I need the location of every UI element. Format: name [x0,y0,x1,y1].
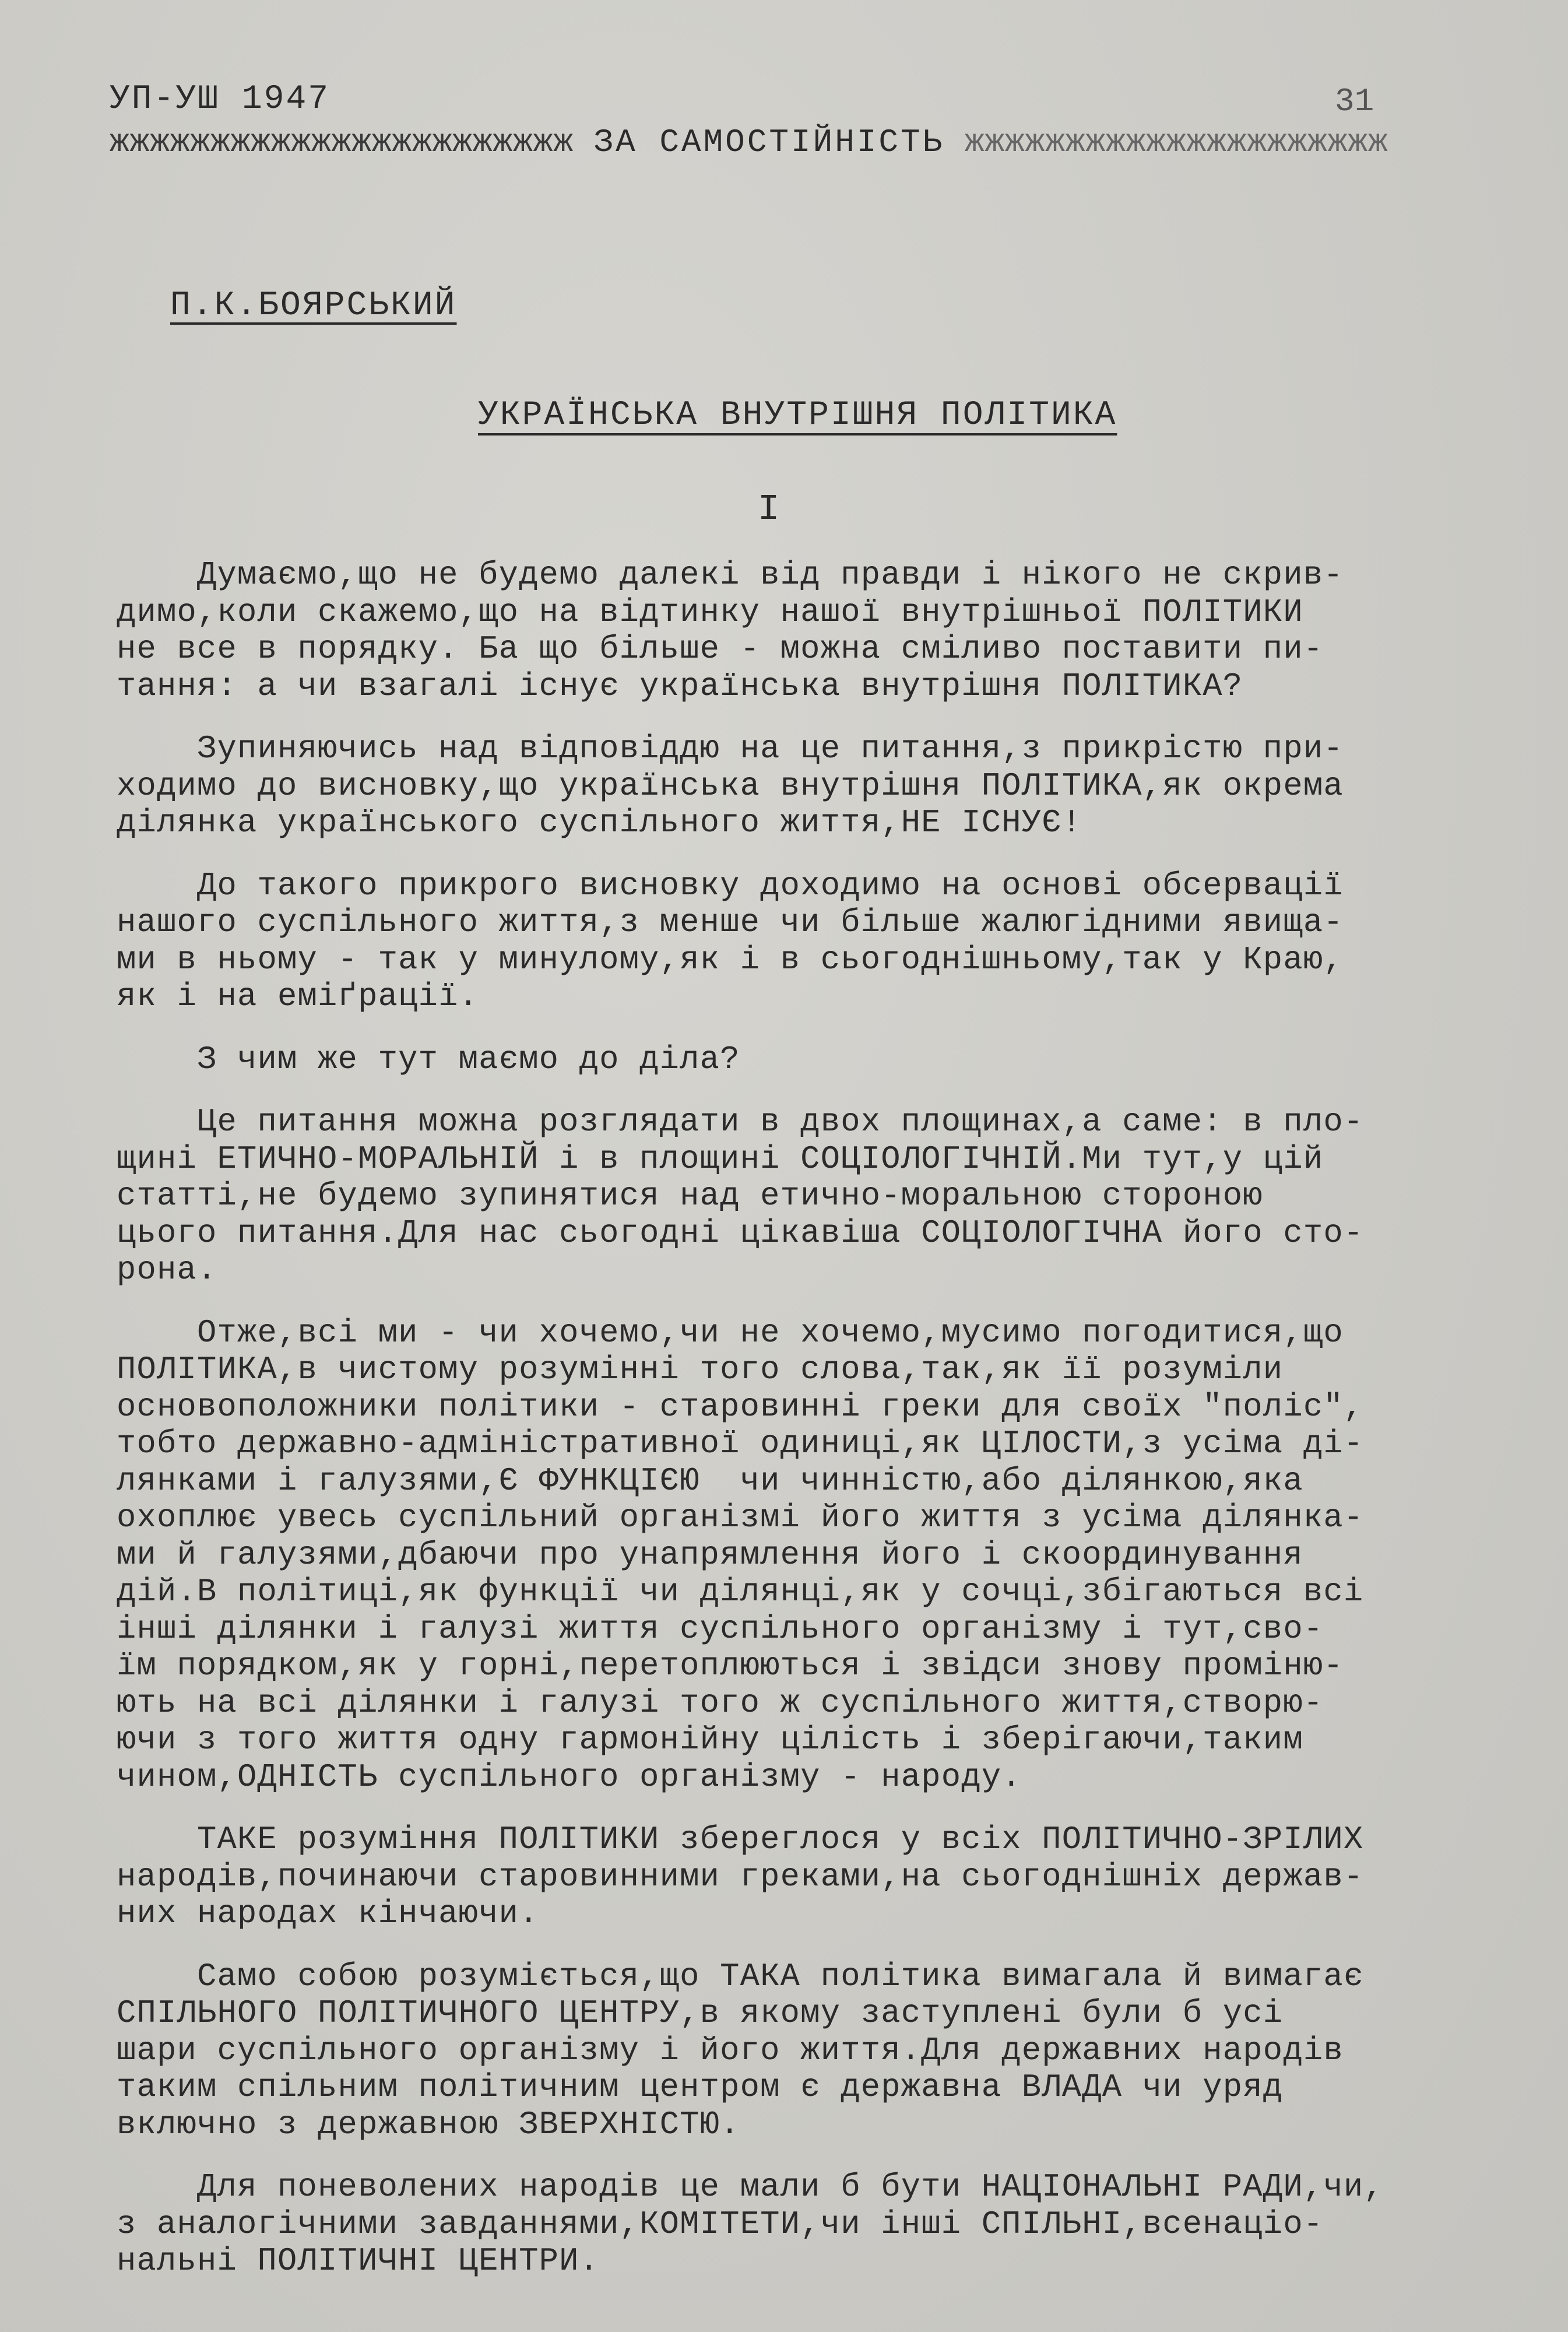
text-line: рона. [117,1252,217,1288]
text-line: Само собою розуміється,що ТАКА політика вимагала й вимагає [117,1958,1364,1995]
text-line: Отже,всі ми - чи хочемо,чи не хочемо,мусимо погодитися,що [117,1314,1344,1351]
text-line: основоположники політики - старовинні греки для своїх "поліс", [117,1388,1364,1425]
article-body [117,557,1492,2306]
paragraph [117,2169,1492,2280]
text-line: димо,коли скажемо,що на відтинку нашої внутрішньої ПОЛІТИКИ [117,593,1303,631]
text-line: чином,ОДНІСТЬ суспільного організму - народу. [117,1758,1022,1796]
section-number: І [758,489,780,530]
text-line: шари суспільного організму і його життя.Для державних народів [117,2032,1344,2069]
text-line: ми в ньому - так у минулому,як і в сьогоднішньому,так у Краю, [117,941,1344,978]
decor-left: жжжжжжжжжжжжжжжжжжжжжжж [110,124,574,161]
text-line: нальні ПОЛІТИЧНІ ЦЕНТРИ. [117,2243,600,2280]
text-line: щині ЕТИЧНО-МОРАЛЬНІЙ і в площині СОЦІОЛОГІЧНІЙ.Ми тут,у цій [117,1140,1324,1178]
text-line: ділянка українського суспільного життя,НЕ ІСНУЄ! [117,805,1082,841]
text-line: як і на еміґрації. [117,978,479,1015]
text-line: народів,починаючи старовинними греками,на сьогоднішніх держав- [117,1858,1364,1895]
paragraph [117,557,1492,705]
text-line: ПОЛІТИКА,в чистому розумінні того слова,так,як її розуміли [117,1351,1284,1388]
text-line: включно з державною ЗВЕРХНІСТЮ. [117,2106,740,2143]
text-line: З чим же тут маємо до діла? [117,1041,740,1078]
text-line: з аналогічними завданнями,КОМІТЕТИ,чи інші СПІЛЬНІ,всенаціо- [117,2205,1324,2243]
paragraph [117,1315,1492,1796]
text-line: цього питання.Для нас сьогодні цікавіша СОЦІОЛОГІЧНА його сто- [117,1214,1364,1252]
text-line: інші ділянки і галузі життя суспільного організму і тут,сво- [117,1610,1324,1648]
text-line: дій.В політиці,як функції чи ділянці,як у сочці,збігаються всі [117,1574,1364,1610]
page-number: 31 [1335,83,1374,120]
text-line: ючи з того життя одну гармонійну цілість і зберігаючи,таким [117,1722,1303,1758]
text-line: Для поневолених народів це мали б бути НАЦІОНАЛЬНІ РАДИ,чи, [117,2169,1384,2205]
text-line: Зупиняючись над відповіддю на це питання,з прикрістю при- [117,730,1344,767]
text-line: тання: а чи взагалі існує українська внутрішня ПОЛІТИКА? [117,668,1243,705]
paragraph [117,868,1492,1016]
text-line: їм порядком,як у горні,перетоплюються і звідси знову проміню- [117,1648,1344,1684]
text-line: таким спільним політичним центром є державна ВЛАДА чи уряд [117,2069,1284,2106]
paragraph [117,1104,1492,1289]
text-line: охоплює увесь суспільний організмі його життя з усіма ділянка- [117,1499,1364,1536]
decor-right: жжжжжжжжжжжжжжжжжжжжж [964,124,1388,161]
journal-header-band [110,124,1388,161]
article-author: П.К.БОЯРСЬКИЙ [170,287,457,325]
text-line: нашого суспільного життя,з менше чи більше жалюгідними явища- [117,904,1344,941]
journal-title: ЗА САМОСТІЙНІСТЬ [593,124,945,161]
text-line: тобто державно-адміністративної одиниці,як ЦІЛОСТИ,з усіма ді- [117,1425,1364,1462]
paragraph [117,1958,1492,2144]
text-line: них народах кінчаючи. [117,1895,539,1932]
text-line: До такого прикрого висновку доходимо на основі обсервації [117,867,1344,904]
text-line: ють на всі ділянки і галузі того ж суспільного життя,створю- [117,1684,1324,1722]
issue-label: УП-УШ 1947 [110,80,331,118]
paragraph [117,1041,1492,1079]
article-title: УКРАЇНСЬКА ВНУТРІШНЯ ПОЛІТИКА [478,396,1117,434]
paragraph [117,1821,1492,1933]
text-line: Думаємо,що не будемо далекі від правди і нікого не скрив- [117,557,1344,593]
text-line: ми й галузями,дбаючи про унапрямлення його і скоординування [117,1536,1303,1574]
text-line: не все в порядку. Ба що більше - можна сміливо поставити пи- [117,631,1324,668]
text-line: Це питання можна розглядати в двох площинах,а саме: в пло- [117,1104,1364,1140]
text-line: лянками і галузями,Є ФУНКЦІЄЮ чи чинністю,або ділянкою,яка [117,1462,1303,1499]
text-line: статті,не будемо зупинятися над етично-моральною стороною [117,1178,1263,1214]
text-line: СПІЛЬНОГО ПОЛІТИЧНОГО ЦЕНТРУ,в якому заступлені були б усі [117,1995,1284,2032]
paragraph [117,730,1492,842]
text-line: ТАКЕ розуміння ПОЛІТИКИ збереглося у всіх ПОЛІТИЧНО-ЗРІЛИХ [117,1821,1364,1858]
text-line: ходимо до висновку,що українська внутрішня ПОЛІТИКА,як окрема [117,767,1344,805]
